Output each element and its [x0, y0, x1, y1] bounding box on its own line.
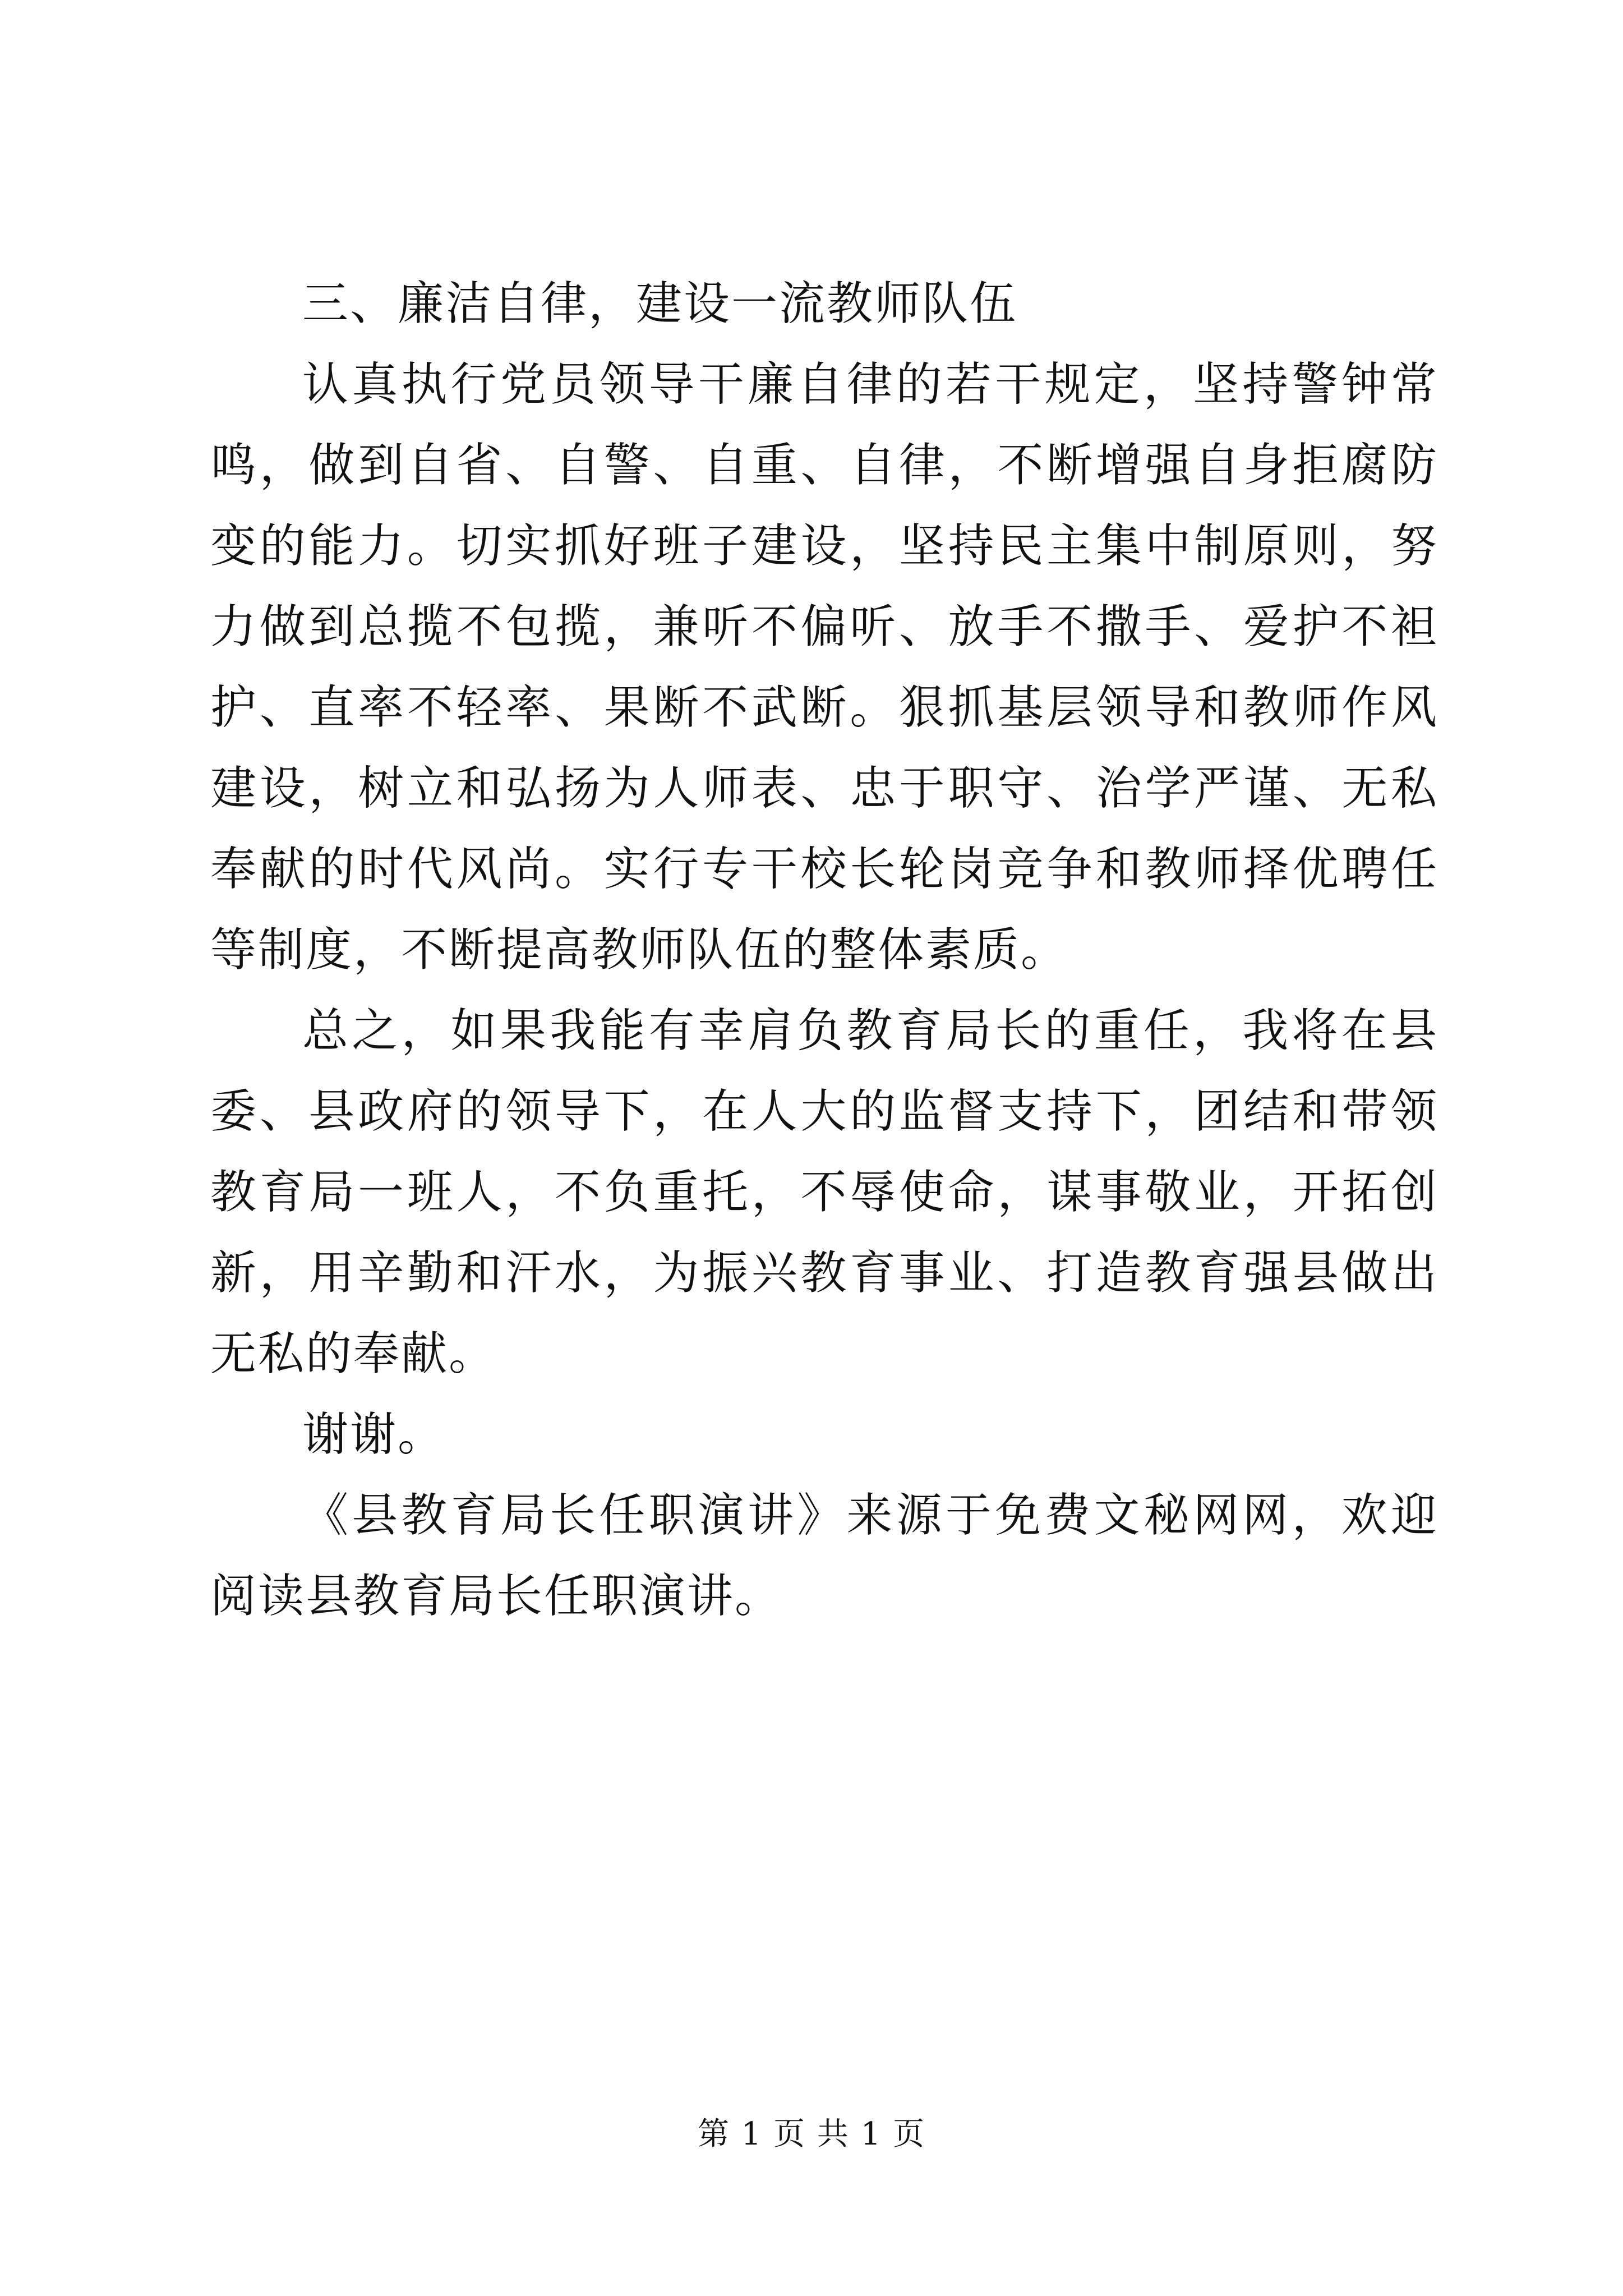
page-footer: 第 1 页 共 1 页 [697, 2116, 926, 2152]
document-body [210, 264, 1438, 1637]
paragraph-summary: 总之，如果我能有幸肩负教育局长的重任，我将在县委、县政府的领导下，在人大的监督支持下，团结和带领教育局一班人，不负重托，不辱使命，谋事敬业，开拓创新，用辛勤和汗水，为振兴教育事业、打造教育强县做出无私的奉献。 [210, 1004, 1438, 1381]
section-heading: 三、廉洁自律，建设一流教师队伍 [302, 277, 1018, 330]
paragraph-thanks: 谢谢。 [302, 1408, 446, 1461]
paragraph-integrity: 认真执行党员领导干廉自律的若干规定，坚持警钟常鸣，做到自省、自警、自重、自律，不断增强自身拒腐防变的能力。切实抓好班子建设，坚持民主集中制原则，努力做到总揽不包揽，兼听不偏听、放手不撒手、爱护不袒护、直率不轻率、果断不武断。狠抓基层领导和教师作风建设，树立和弘扬为人师表、忠于职守、治学严谨、无私奉献的时代风尚。实行专干校长轮岗竞争和教师择优聘任等制度，不断提高教师队伍的整体素质。 [210, 358, 1438, 977]
paragraph-source: 《县教育局长任职演讲》来源于免费文秘网网，欢迎阅读县教育局长任职演讲。 [210, 1489, 1438, 1623]
